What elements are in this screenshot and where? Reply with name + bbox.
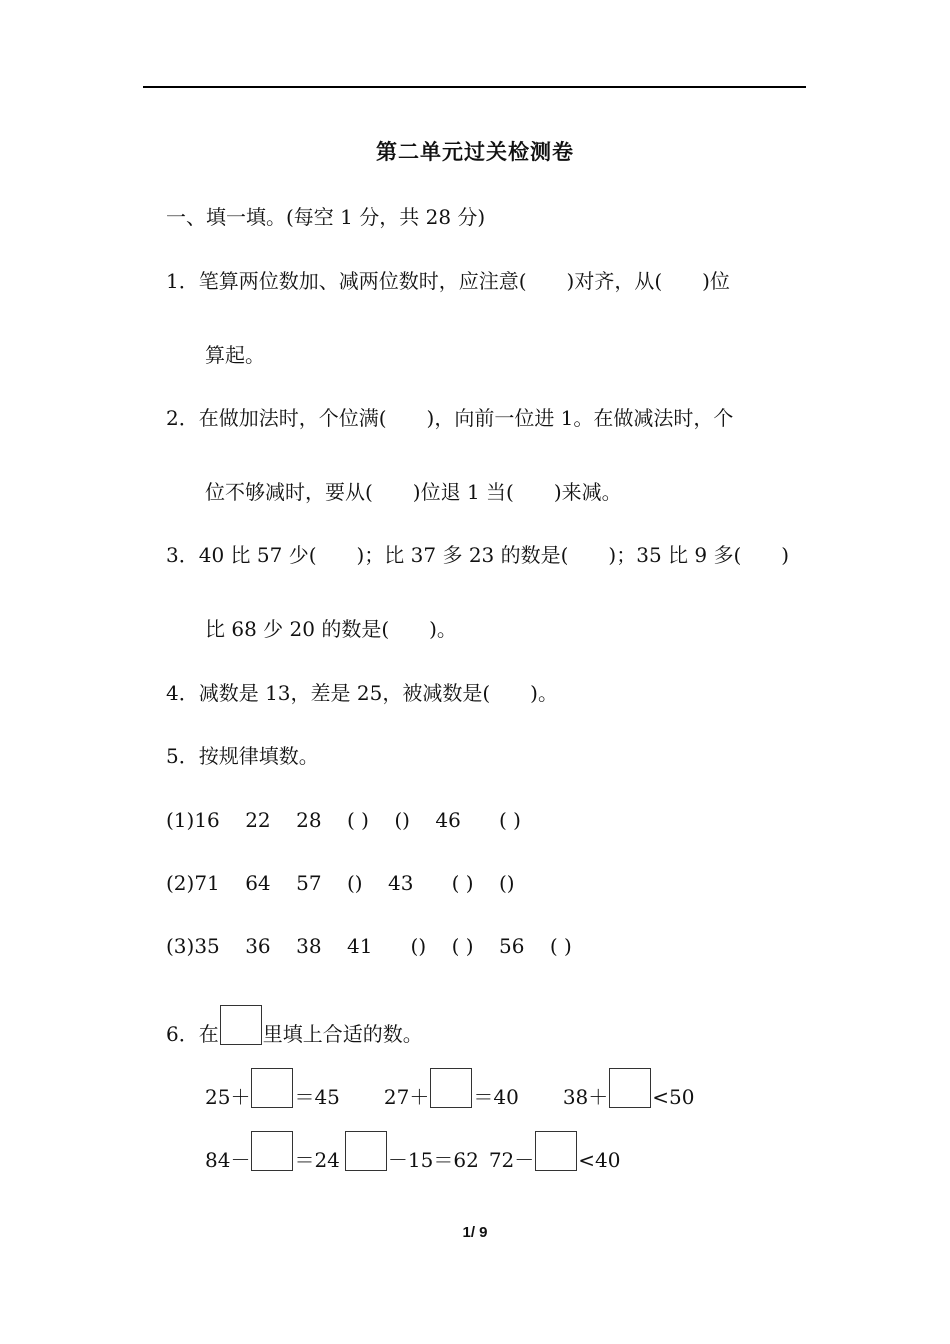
equation-row-2 bbox=[205, 1131, 620, 1174]
question-6-prefix: 6．在 bbox=[166, 1022, 219, 1046]
eq4-left: 84－ bbox=[205, 1148, 251, 1172]
answer-box-example bbox=[220, 1005, 262, 1045]
eq4-right: ＝24 bbox=[294, 1148, 340, 1172]
question-5-sequence-2: (2)71 64 57 () 43 ( ) () bbox=[166, 871, 515, 895]
question-6 bbox=[166, 1005, 423, 1048]
eq6-right: <40 bbox=[578, 1148, 621, 1172]
eq3-left: 38＋ bbox=[562, 1085, 609, 1109]
answer-box[interactable] bbox=[535, 1131, 577, 1171]
top-rule bbox=[143, 86, 806, 88]
answer-box[interactable] bbox=[430, 1068, 472, 1108]
equation-row-1 bbox=[205, 1068, 694, 1111]
question-2-line-2: 位不够减时，要从( )位退 1 当( )来减。 bbox=[205, 480, 622, 504]
question-1-line-1: 1．笔算两位数加、减两位数时，应注意( )对齐，从( )位 bbox=[166, 269, 730, 293]
eq2-left: 27＋ bbox=[383, 1085, 430, 1109]
answer-box[interactable] bbox=[345, 1131, 387, 1171]
question-3-line-2: 比 68 少 20 的数是( )。 bbox=[205, 617, 457, 641]
answer-box[interactable] bbox=[251, 1068, 293, 1108]
question-2-line-1: 2．在做加法时，个位满( )，向前一位进 1。在做减法时，个 bbox=[166, 406, 734, 430]
question-4: 4．减数是 13，差是 25，被减数是( )。 bbox=[166, 681, 558, 705]
section-heading: 一、填一填。(每空 1 分，共 28 分) bbox=[166, 205, 486, 229]
eq1-left: 25＋ bbox=[205, 1085, 251, 1109]
eq5-right: －15＝62 bbox=[387, 1148, 479, 1172]
answer-box[interactable] bbox=[251, 1131, 293, 1171]
question-5-sequence-3: (3)35 36 38 41 () ( ) 56 ( ) bbox=[166, 934, 572, 958]
question-1-line-2: 算起。 bbox=[205, 343, 265, 367]
eq2-right: ＝40 bbox=[473, 1085, 519, 1109]
page-number: 1/ 9 bbox=[462, 1224, 488, 1241]
question-5: 5．按规律填数。 bbox=[166, 744, 319, 768]
question-5-sequence-1: (1)16 22 28 ( ) () 46 ( ) bbox=[166, 808, 521, 832]
page-title: 第二单元过关检测卷 bbox=[376, 139, 574, 164]
eq3-right: <50 bbox=[652, 1085, 695, 1109]
question-6-suffix: 里填上合适的数。 bbox=[262, 1022, 423, 1046]
question-3-line-1: 3．40 比 57 少( )；比 37 多 23 的数是( )；35 比 9 多( ) bbox=[166, 543, 790, 567]
eq6-left: 72－ bbox=[488, 1148, 535, 1172]
answer-box[interactable] bbox=[609, 1068, 651, 1108]
eq1-right: ＝45 bbox=[294, 1085, 340, 1109]
